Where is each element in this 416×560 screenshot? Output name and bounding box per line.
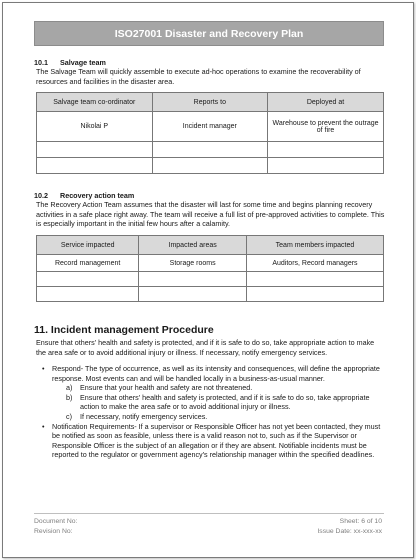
recovery-table — [36, 235, 384, 302]
table-cell — [246, 287, 383, 302]
section-title: Recovery action team — [60, 191, 135, 200]
section-title: Salvage team — [60, 58, 106, 67]
section-heading-salvage — [34, 58, 106, 67]
table-row — [37, 272, 384, 287]
table-cell: Incident manager — [152, 112, 268, 142]
recovery-paragraph: The Recovery Action Team assumes that the disaster will last for some time and begins planning recovery activities in a safe place right away. The team will receive a full list of pre-approved activities to complete. This is especially important in the initial few hours after a calamity. — [36, 200, 385, 229]
table-cell — [37, 158, 153, 174]
table-cell: Record management — [37, 255, 139, 272]
sub-list-item — [36, 383, 386, 393]
table-cell — [139, 272, 247, 287]
table-row — [37, 255, 384, 272]
bullet-icon: • — [42, 364, 45, 373]
footer-divider — [34, 513, 384, 514]
footer-revision-no: Revision No: — [34, 528, 73, 535]
table-row — [37, 287, 384, 302]
salvage-paragraph: The Salvage Team will quickly assemble to execute ad-hoc operations to examine the recoverability of resources and facilities in the disaster area. — [36, 67, 361, 86]
table-row — [37, 142, 384, 158]
sub-list-text: Ensure that your health and safety are not threatened. — [80, 383, 253, 393]
table-cell — [37, 287, 139, 302]
table-row — [37, 112, 384, 142]
table-cell — [37, 272, 139, 287]
section-heading-recovery — [34, 191, 134, 200]
footer-sheet: Sheet: 6 of 10 — [339, 518, 382, 525]
table-cell: Storage rooms — [139, 255, 247, 272]
list-item-text: Notification Requirements- If a supervisor or Responsible Officer has not yet been contacted, they must be notified as soon as feasible, unless there is a valid reason not to, such as if the Supervisor or Responsible Officer is the subject of an allegation or if they are absent. Notifiable incidents must be reported to the regulator or government agency's relationship manager within the specified deadlines. — [52, 421, 381, 460]
incident-heading: 11. Incident management Procedure — [34, 324, 214, 336]
table-cell: Nikolai P — [37, 112, 153, 142]
table-cell: Auditors, Record managers — [246, 255, 383, 272]
table-cell — [152, 142, 268, 158]
column-header: Deployed at — [268, 93, 384, 112]
salvage-table — [36, 92, 384, 174]
table-cell: Warehouse to prevent the outrage of fire — [268, 112, 384, 142]
sub-list-item — [36, 393, 386, 412]
sub-list-marker: b) — [66, 392, 73, 402]
incident-intro: Ensure that others' health and safety is protected, and if it is safe to do so, take appropriate action to make the area safe or to avoid additional injury or illness. If necessary, notify emergency services. — [36, 338, 375, 357]
footer-document-no: Document No: — [34, 518, 78, 525]
column-header: Reports to — [152, 93, 268, 112]
list-item-text: Respond- The type of occurrence, as well as its intensity and consequences, will define the appropriate response. Most events can and will be handled locally in a business-as-usual manner. — [52, 364, 380, 383]
footer-issue-date: Issue Date: xx-xxx-xx — [317, 528, 382, 535]
list-item — [36, 422, 386, 460]
table-header-row — [37, 93, 384, 112]
table-cell — [139, 287, 247, 302]
table-cell — [37, 142, 153, 158]
table-cell — [268, 158, 384, 174]
sub-list-marker: a) — [66, 383, 73, 393]
sub-list-item — [36, 412, 386, 422]
sub-list-text: If necessary, notify emergency services. — [80, 411, 208, 421]
sub-list-text: Ensure that others' health and safety is protected, and if it is safe to do so, take appropriate action to make the area safe or to avoid additional injury or illness. — [80, 392, 370, 412]
column-header: Service impacted — [37, 236, 139, 255]
column-header: Team members impacted — [246, 236, 383, 255]
list-item — [36, 364, 386, 383]
column-header: Impacted areas — [139, 236, 247, 255]
document-title: ISO27001 Disaster and Recovery Plan — [34, 21, 384, 46]
section-number: 10.1 — [34, 58, 48, 67]
sub-list-marker: c) — [66, 411, 72, 421]
table-header-row — [37, 236, 384, 255]
table-cell — [152, 158, 268, 174]
bullet-icon: • — [42, 421, 45, 431]
section-number: 10.2 — [34, 191, 48, 200]
table-cell — [268, 142, 384, 158]
table-cell — [246, 272, 383, 287]
incident-steps-list — [36, 364, 386, 460]
table-row — [37, 158, 384, 174]
column-header: Salvage team co-ordinator — [37, 93, 153, 112]
